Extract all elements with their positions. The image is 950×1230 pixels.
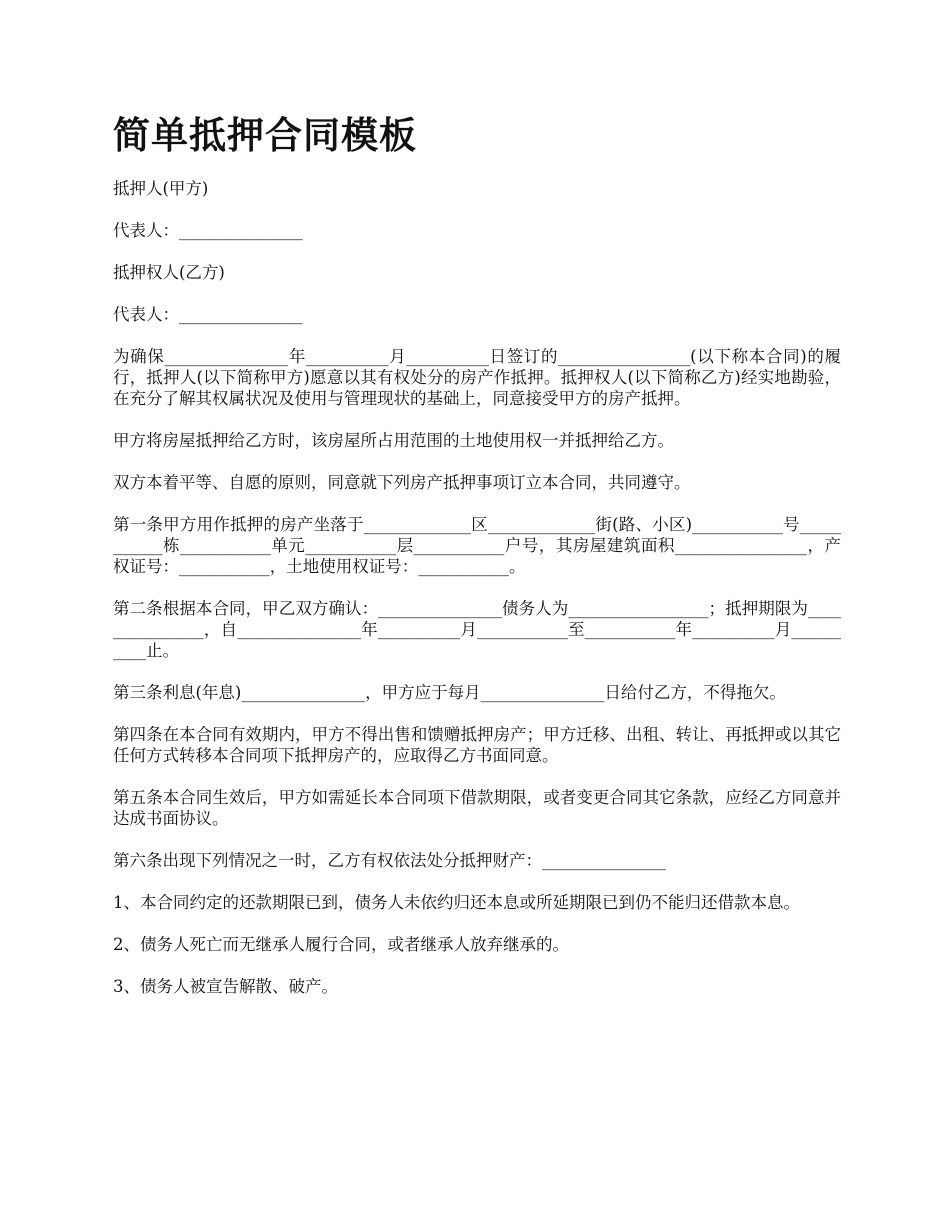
article-4: 第四条在本合同有效期内，甲方不得出售和馈赠抵押房产；甲方迁移、出租、转让、再抵押或以其它任何方式转移本合同项下抵押房产的，应取得乙方书面同意。: [113, 725, 841, 765]
document-page: [113, 110, 841, 1018]
condition-item-2: 2、债务人死亡而无继承人履行合同，或者继承人放弃继承的。: [113, 935, 569, 954]
preamble-paragraph: 为确保_______________年__________月__________日签订的________________(以下称本合同)的履行，抵押人(以下简称甲方)愿意以其有权处分的房产作抵押。抵押权人(以下简称乙方)经实地勘验，在充分了解其权属状况及使用与管理现状的基础上，同意接受甲方的房产抵押。: [113, 347, 841, 408]
condition-item-1: 1、本合同约定的还款期限已到，债务人未依约归还本息或所延期限已到仍不能归还借款本息。: [113, 893, 800, 912]
mortgagor-label: 抵押人(甲方): [113, 179, 209, 198]
principle-paragraph: 双方本着平等、自愿的原则，同意就下列房产抵押事项订立本合同，共同遵守。: [113, 473, 691, 492]
mortgagee-label: 抵押权人(乙方): [113, 263, 225, 282]
mortgagor-representative: 代表人：_______________: [113, 221, 303, 240]
article-1: 第一条甲方用作抵押的房产坐落于_____________区_____________街(路、小区)___________号___________栋___________单元___________层___________户号，其房屋建筑面积________________，产权证号：___________，土地使用权证号：___________。: [113, 515, 841, 576]
condition-item-3: 3、债务人被宣告解散、破产。: [113, 977, 338, 996]
document-title: 简单抵押合同模板: [113, 114, 417, 157]
article-3: 第三条利息(年息)_______________，甲方应于每月_______________日给付乙方，不得拖欠。: [113, 683, 786, 702]
article-2: 第二条根据本合同，甲乙双方确认：_______________债务人为_________________；抵押期限为_______________，自_______________年__________月___________至___________年__________月__________止。: [113, 599, 841, 660]
land-use-paragraph: 甲方将房屋抵押给乙方时，该房屋所占用范围的土地使用权一并抵押给乙方。: [113, 431, 674, 450]
mortgagee-representative: 代表人：_______________: [113, 305, 303, 324]
article-5: 第五条本合同生效后，甲方如需延长本合同项下借款期限，或者变更合同其它条款，应经乙方同意并达成书面协议。: [113, 788, 841, 828]
article-6: 第六条出现下列情况之一时，乙方有权依法处分抵押财产：_______________: [113, 851, 666, 870]
